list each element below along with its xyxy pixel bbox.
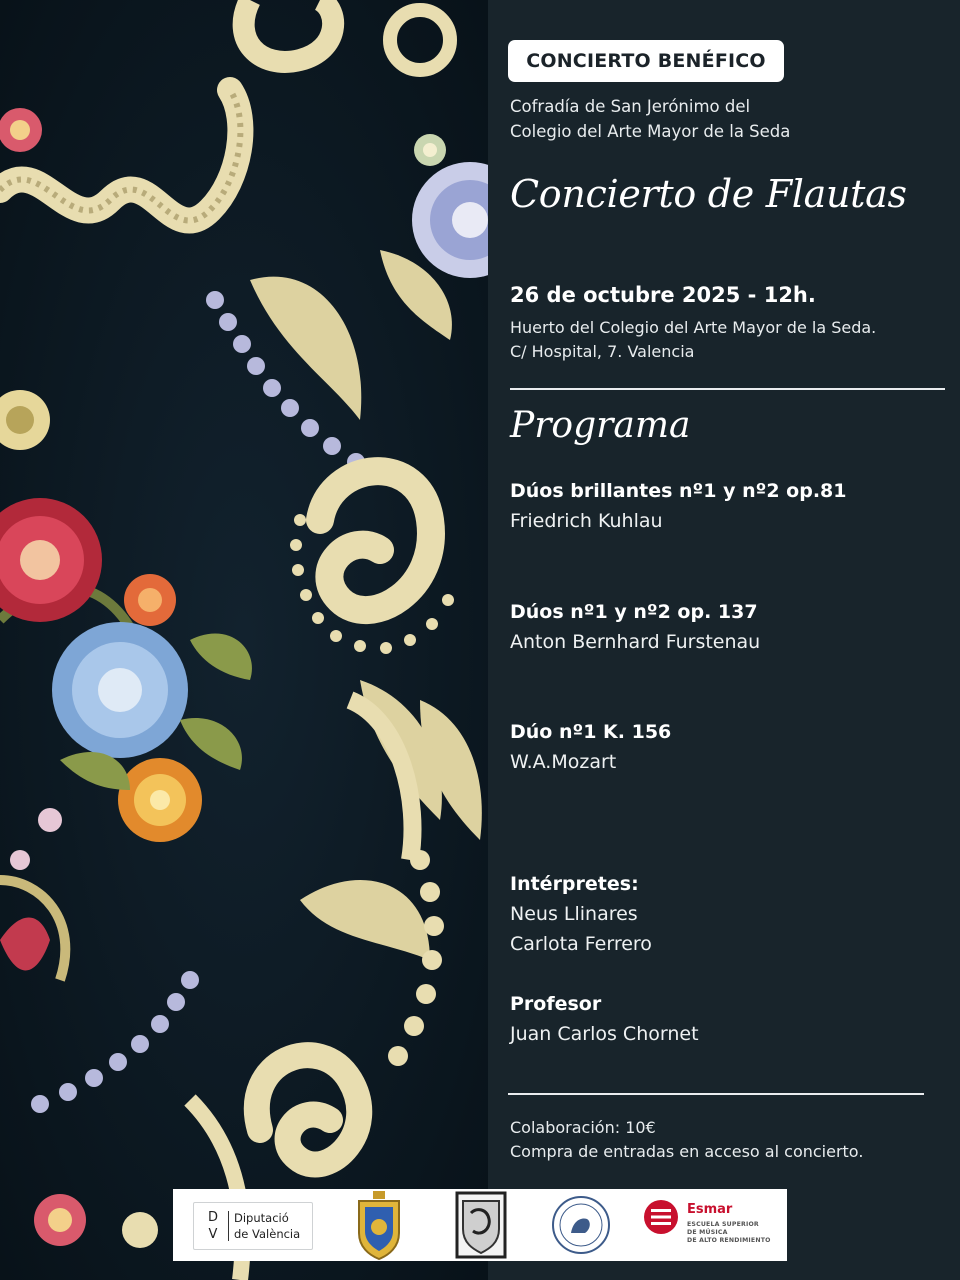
composer: Anton Bernhard Furstenau — [510, 631, 761, 653]
program-heading: Programa — [510, 405, 691, 446]
cofradia-seal-logo — [551, 1189, 611, 1261]
ticket-purchase-note: Compra de entradas en acceso al concierto. — [510, 1142, 864, 1161]
coat-of-arms-logo — [351, 1189, 407, 1261]
esmar-symbol-icon — [643, 1199, 679, 1235]
divider — [510, 388, 945, 390]
performers-heading: Intérpretes: — [510, 873, 639, 895]
contribution-price: Colaboración: 10€ — [510, 1118, 656, 1137]
concert-title: Concierto de Flautas — [510, 172, 907, 216]
work-title: Dúo nº1 K. 156 — [510, 721, 672, 743]
esmar-name: Esmar — [687, 1202, 733, 1217]
venue-line: C/ Hospital, 7. Valencia — [510, 342, 695, 361]
composer: W.A.Mozart — [510, 751, 617, 773]
composer: Friedrich Kuhlau — [510, 510, 663, 532]
organizer-line: Cofradía de San Jerónimo del — [510, 97, 751, 116]
venue-line: Huerto del Colegio del Arte Mayor de la Seda. — [510, 318, 877, 337]
program-item — [510, 717, 950, 777]
work-title: Dúos brillantes nº1 y nº2 op.81 — [510, 480, 847, 502]
performer-name: Carlota Ferrero — [510, 933, 652, 955]
diputacio-wordmark: Diputació de València — [234, 1211, 301, 1241]
event-type-badge: CONCIERTO BENÉFICO — [508, 40, 784, 82]
esmar-logo — [643, 1189, 783, 1261]
teacher-heading: Profesor — [510, 993, 602, 1015]
performer-name: Neus Llinares — [510, 903, 638, 925]
organizer — [510, 94, 940, 144]
venue — [510, 316, 950, 364]
diputacio-valencia-logo — [193, 1202, 313, 1250]
date-time: 26 de octubre 2025 - 12h. — [510, 283, 816, 307]
logo-separator — [228, 1211, 229, 1241]
program-item — [510, 597, 950, 657]
teacher — [510, 989, 950, 1049]
organizer-line: Colegio del Arte Mayor de la Seda — [510, 122, 791, 141]
sponsor-logo-strip — [173, 1189, 787, 1261]
ticket-info — [510, 1116, 950, 1164]
info-panel — [488, 0, 960, 1280]
dv-monogram: D V — [207, 1210, 218, 1242]
silk-college-crest-logo — [455, 1189, 507, 1261]
esmar-subtitle: ESCUELA SUPERIOR DE MÚSICA DE ALTO RENDIMIENTO — [687, 1221, 771, 1244]
divider — [508, 1093, 924, 1095]
work-title: Dúos nº1 y nº2 op. 137 — [510, 601, 758, 623]
teacher-name: Juan Carlos Chornet — [510, 1023, 699, 1045]
program-item — [510, 476, 950, 536]
performers — [510, 869, 950, 959]
